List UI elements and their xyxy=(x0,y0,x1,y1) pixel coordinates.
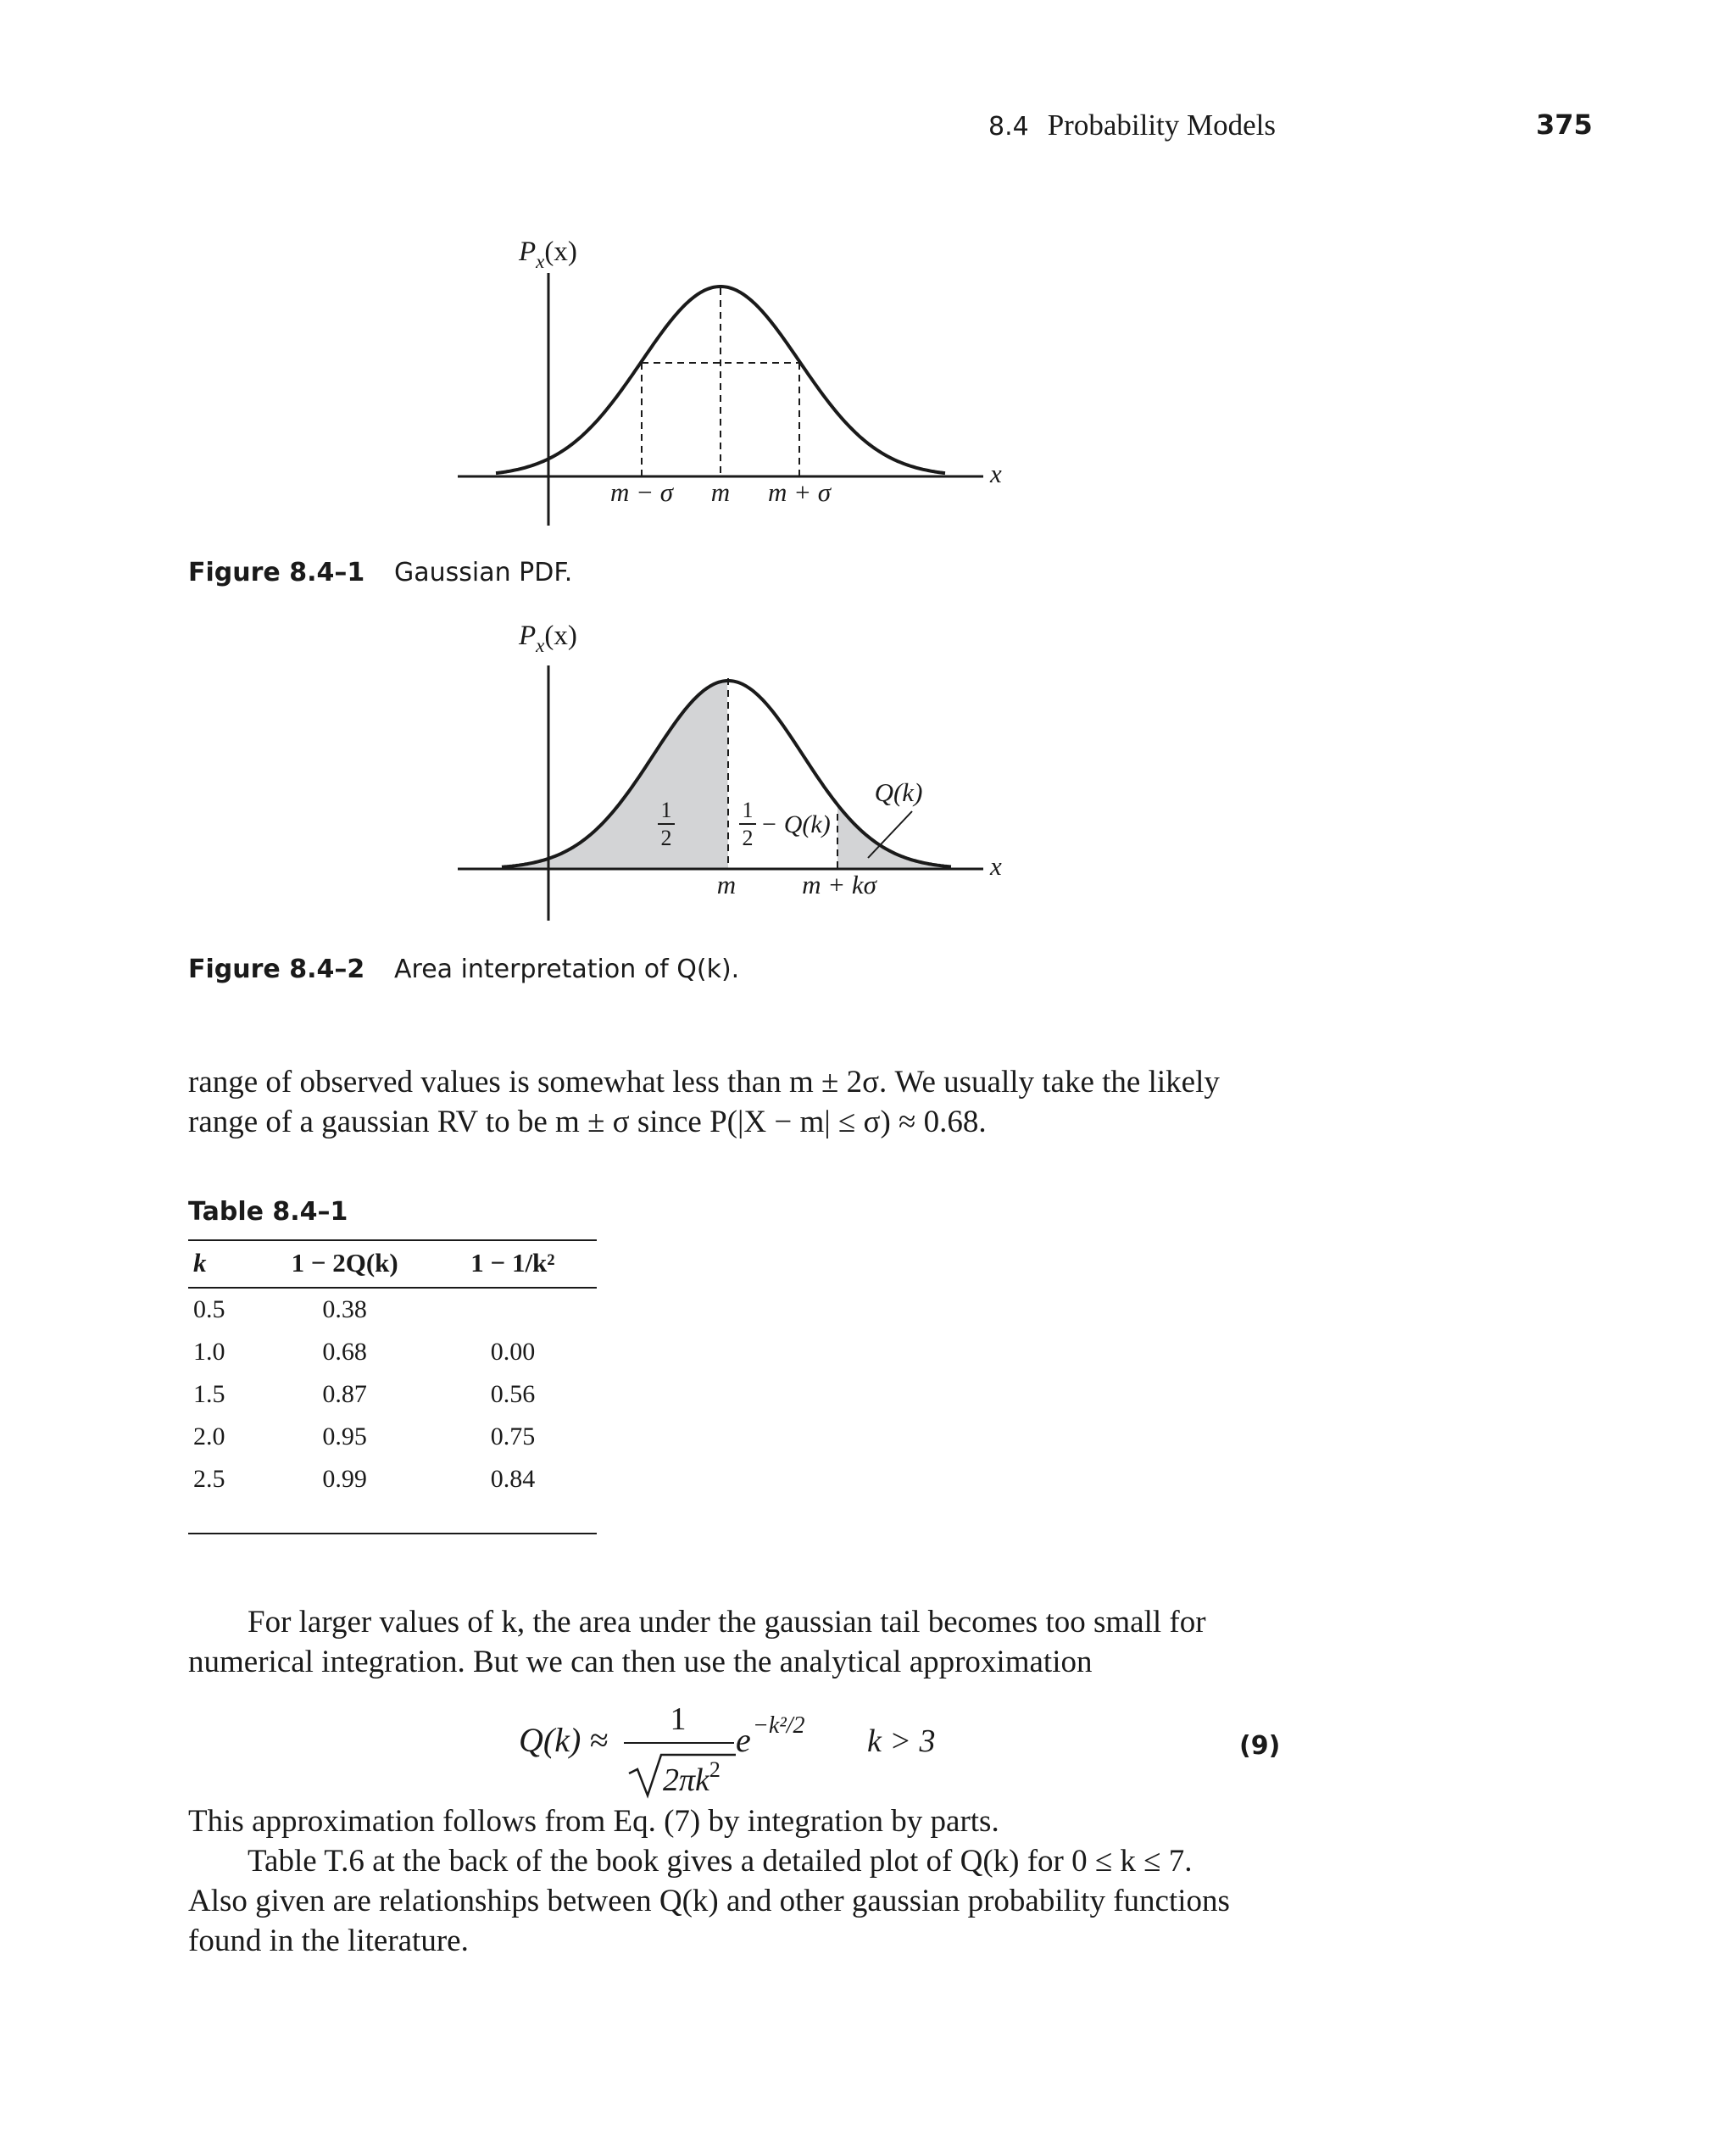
table-header-k: k xyxy=(188,1240,260,1288)
table-row xyxy=(188,1288,597,1331)
table-cell: 2.0 xyxy=(193,1422,225,1450)
figure1-label: Figure 8.4–1 xyxy=(188,558,365,587)
paragraph2-line1: For larger values of k, the area under the gaussian tail becomes too small for xyxy=(248,1605,1206,1640)
fig2-tail-area xyxy=(837,804,951,869)
table-row xyxy=(188,1373,597,1416)
table-bottom-rule xyxy=(188,1533,597,1534)
fig2-y-label: $P_x(x)$ xyxy=(519,621,577,656)
paragraph-larger-k xyxy=(188,1602,1269,1682)
table-cell: 0.87 xyxy=(322,1380,367,1408)
fig2-mid-area-label xyxy=(739,798,831,850)
paragraph3-line3: Also given are relationships between Q(k) and other gaussian probability functions xyxy=(188,1884,1230,1918)
svg-text:− Q(k): − Q(k) xyxy=(760,810,831,838)
equation-numerator: 1 xyxy=(670,1701,687,1737)
table-cell: 1.0 xyxy=(193,1338,225,1366)
paragraph-likely-range xyxy=(188,1062,1269,1142)
figure-area-interpretation xyxy=(0,610,1736,949)
paragraph1-line1: range of observed values is somewhat less than m ± 2σ. We usually take the likely xyxy=(188,1065,1220,1100)
figure2-label: Figure 8.4–2 xyxy=(188,955,365,984)
table-cell: 2.5 xyxy=(193,1465,225,1493)
equation-number: (9) xyxy=(1239,1731,1281,1761)
equation-condition: k > 3 xyxy=(867,1723,936,1759)
table-row xyxy=(188,1416,597,1458)
table-cell: 0.38 xyxy=(322,1295,367,1323)
table-cell: 0.00 xyxy=(490,1338,536,1366)
table-header-chebyshev: 1 − 1/k² xyxy=(429,1240,597,1288)
fig2-x-label: x xyxy=(990,851,1002,881)
paragraph3-line4: found in the literature. xyxy=(188,1924,469,1958)
section-title: Probability Models xyxy=(1047,109,1277,142)
fig1-x-label: x xyxy=(990,459,1002,488)
paragraph2-line2: numerical integration. But we can then use the analytical approximation xyxy=(188,1645,1093,1679)
table-header-row xyxy=(188,1240,597,1288)
table-header-1-2q: 1 − 2Q(k) xyxy=(260,1240,428,1288)
equation-exponent: −k²/2 xyxy=(753,1712,805,1739)
figure2-caption: Area interpretation of Q(k). xyxy=(394,955,740,984)
fig2-left-half-area xyxy=(502,681,728,869)
table-cell: 0.5 xyxy=(193,1295,225,1323)
table-row xyxy=(188,1458,597,1500)
fig2-tail-label: Q(k) xyxy=(874,777,923,807)
table-cell: 0.75 xyxy=(490,1422,536,1450)
figure1-caption: Gaussian PDF. xyxy=(394,558,573,587)
table-cell: 0.95 xyxy=(322,1422,367,1450)
fig2-tick-m: m xyxy=(716,870,737,899)
equation-q-approximation xyxy=(0,1695,1736,1806)
table-cell xyxy=(429,1288,597,1331)
fig1-tick-m: m xyxy=(710,477,731,507)
svg-text:1: 1 xyxy=(660,798,672,822)
fig1-y-label: $P_x(x)$ xyxy=(519,237,577,272)
fig1-tick-m-plus-sigma: m + σ xyxy=(767,477,832,507)
fig2-tick-m-plus-k-sigma: m + kσ xyxy=(802,870,876,899)
paragraph1-line2: range of a gaussian RV to be m ± σ since P(|X − m| ≤ σ) ≈ 0.68. xyxy=(188,1105,987,1139)
svg-text:1: 1 xyxy=(742,798,754,822)
page-number: 375 xyxy=(1536,109,1593,141)
table-cell: 0.99 xyxy=(322,1465,367,1493)
svg-text:2: 2 xyxy=(742,826,754,850)
table-q-values xyxy=(188,1239,597,1500)
table-cell: 0.84 xyxy=(490,1465,536,1493)
equation-exp-base: e xyxy=(736,1721,751,1759)
svg-text:2: 2 xyxy=(660,826,672,850)
paragraph3-line2: Table T.6 at the back of the book gives a detailed plot of Q(k) for 0 ≤ k ≤ 7. xyxy=(248,1844,1193,1879)
section-number: 8.4 xyxy=(988,112,1029,142)
paragraph-approximation-note xyxy=(188,1801,1269,1961)
table-cell: 0.56 xyxy=(490,1380,536,1408)
equation-lhs: Q(k) ≈ xyxy=(519,1721,609,1759)
figure-gaussian-pdf xyxy=(0,0,1736,610)
table-cell: 0.68 xyxy=(322,1338,367,1366)
fig1-tick-m-minus-sigma: m − σ xyxy=(609,477,674,507)
paragraph3-line1: This approximation follows from Eq. (7) by integration by parts. xyxy=(188,1804,999,1839)
table-cell: 1.5 xyxy=(193,1380,225,1408)
table-row xyxy=(188,1331,597,1373)
equation-denominator: $2\pi k^2$ xyxy=(663,1757,721,1798)
table-title: Table 8.4–1 xyxy=(188,1197,348,1227)
